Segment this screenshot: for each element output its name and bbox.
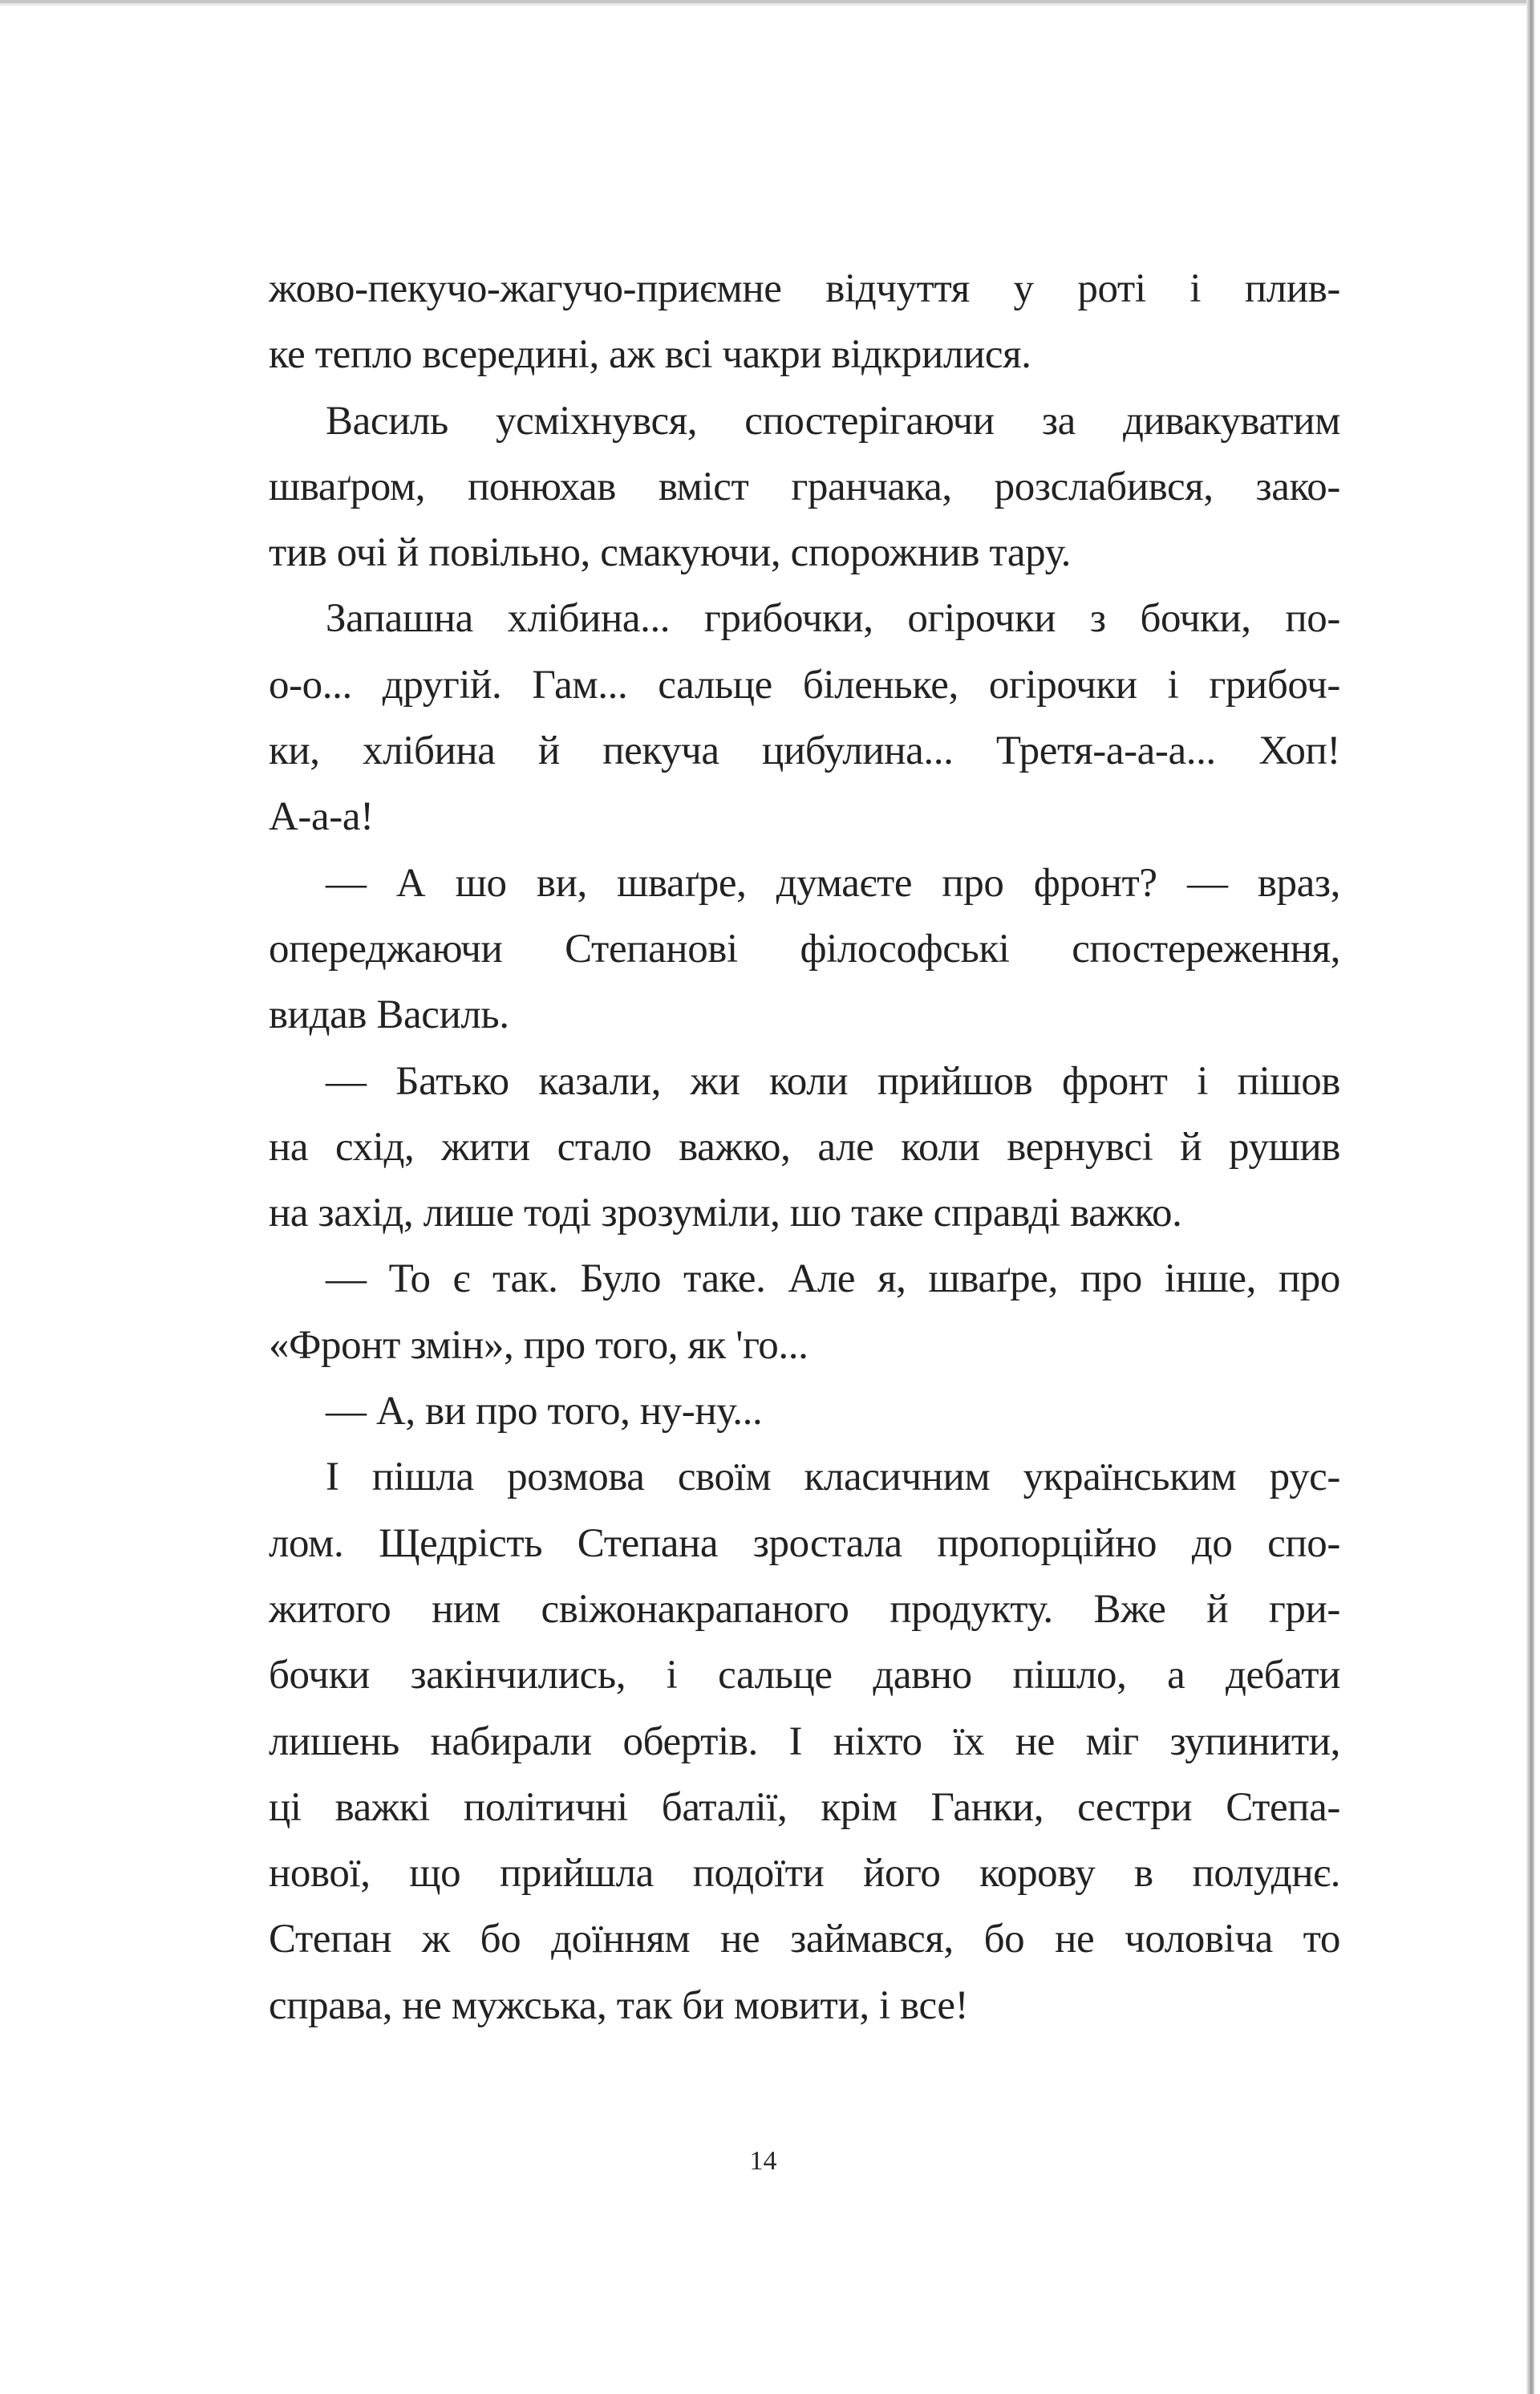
text-line: Запашна хлібина... грибочки, огірочки з бочки, по-	[326, 596, 1340, 642]
text-line: опереджаючи Степанові філософські спостереження,	[269, 926, 1340, 972]
text-line: Степан ж бо доїнням не займався, бо не чоловіча то	[269, 1917, 1340, 1962]
dialogue-line: — А шо ви, шваґре, думаєте про фронт? — враз,	[326, 860, 1340, 906]
text-line: бочки закінчились, і сальце давно пішло, а дебати	[269, 1653, 1340, 1698]
text-line: лишень набирали обертів. І ніхто їх не міг зупинити,	[269, 1718, 1340, 1764]
text-line: видав Василь.	[269, 992, 509, 1038]
text-line: житого ним свіжонакрапаного продукту. Вже й гри-	[269, 1586, 1340, 1632]
text-line: А-а-а!	[269, 794, 374, 840]
text-line: «Фронт змін», про того, як 'го...	[269, 1322, 808, 1368]
dialogue-line: — Батько казали, жи коли прийшов фронт і пішов	[326, 1058, 1340, 1104]
text-line: ке тепло всередині, аж всі чакри відкрилися.	[269, 332, 1031, 378]
text-line: на захід, лише тоді зрозуміли, шо таке справді важко.	[269, 1191, 1182, 1236]
text-line: на схід, жити стало важко, але коли вернувсі й рушив	[269, 1124, 1340, 1170]
text-line: лом. Щедрість Степана зростала пропорційно до спо-	[269, 1520, 1340, 1566]
text-line: нової, що прийшла подоїти його корову в полуднє.	[269, 1851, 1340, 1897]
page-number: 14	[749, 2146, 777, 2176]
dialogue-line: — А, ви про того, ну-ну...	[326, 1389, 763, 1434]
text-line: шваґром, понюхав вміст гранчака, розслабився, зако-	[269, 464, 1340, 509]
book-page	[0, 6, 1526, 2394]
page-body-text	[269, 256, 1340, 2039]
text-line: ці важкі політичні баталії, крім Ганки, сестри Степа-	[269, 1784, 1340, 1830]
viewer-right-border	[1526, 0, 1534, 2394]
text-line: о-о... другій. Гам... сальце біленьке, огірочки і грибоч-	[269, 662, 1340, 708]
text-line: ки, хлібина й пекуча цибулина... Третя-а-а-а... Хоп!	[269, 728, 1340, 774]
dialogue-line: — То є так. Було таке. Але я, шваґре, про інше, про	[326, 1256, 1340, 1302]
text-line: жово-пекучо-жагучо-приємне відчуття у роті і плив-	[269, 266, 1340, 311]
text-line: справа, не мужська, так би мовити, і все!	[269, 1982, 969, 2028]
text-line: Василь усміхнувся, спостерігаючи за дивакуватим	[326, 398, 1340, 444]
text-line: тив очі й повільно, смакуючи, спорожнив тару.	[269, 530, 1071, 576]
text-line: І пішла розмова своїм класичним українським рус-	[326, 1455, 1340, 1500]
viewer-right-margin	[1534, 0, 1540, 2394]
